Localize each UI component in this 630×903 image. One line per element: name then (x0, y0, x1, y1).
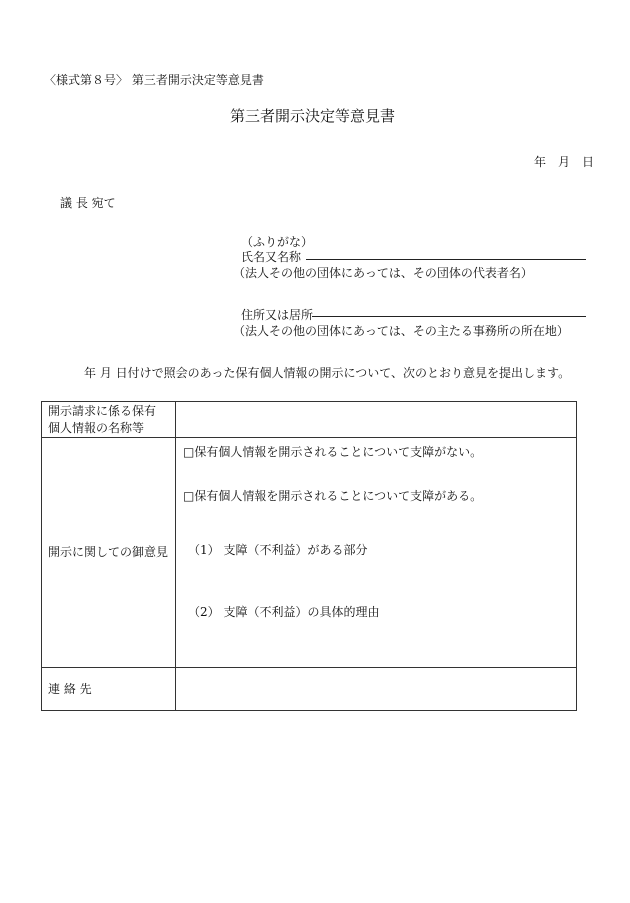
name-field-line[interactable] (306, 259, 586, 260)
sub-item-1: （1） 支障（不利益）がある部分 (188, 543, 368, 557)
label-item-name (42, 402, 176, 438)
name-note: （法人その他の団体にあっては、その団体の代表者名） (233, 266, 533, 280)
form-number: 〈様式第８号〉 第三者開示決定等意見書 (44, 73, 264, 87)
checkbox-issue[interactable]: □保有個人情報を開示されることについて支障がある。 (183, 489, 483, 503)
addressee: 議 長 宛て (60, 196, 116, 210)
label-opinion: 開示に関しての御意見 (42, 438, 176, 668)
checkbox-no-issue[interactable]: □保有個人情報を開示されることについて支障がない。 (183, 445, 483, 459)
address-label: 住所又は居所 (241, 308, 314, 322)
date-line: 年 月 日 (534, 155, 595, 169)
label-contact: 連 絡 先 (42, 668, 176, 711)
address-note: （法人その他の団体にあっては、その主たる事務所の所在地） (233, 324, 569, 338)
row-contact (42, 668, 577, 711)
label-item-name-line2: 個人情報の名称等 (48, 420, 145, 435)
field-contact[interactable] (176, 668, 577, 711)
label-item-name-line1: 開示請求に係る保有 (48, 403, 157, 418)
row-item-name (42, 402, 577, 438)
address-field-line[interactable] (312, 316, 586, 317)
name-label: 氏名又名称 (241, 250, 302, 264)
furigana-label: （ふりがな） (241, 235, 314, 249)
sub-item-2: （2） 支障（不利益）の具体的理由 (188, 605, 380, 619)
statement: 年 月 日付けで照会のあった保有個人情報の開示について、次のとおり意見を提出します。 (84, 366, 571, 380)
page-title: 第三者開示決定等意見書 (230, 107, 396, 125)
field-item-name[interactable] (176, 402, 577, 438)
